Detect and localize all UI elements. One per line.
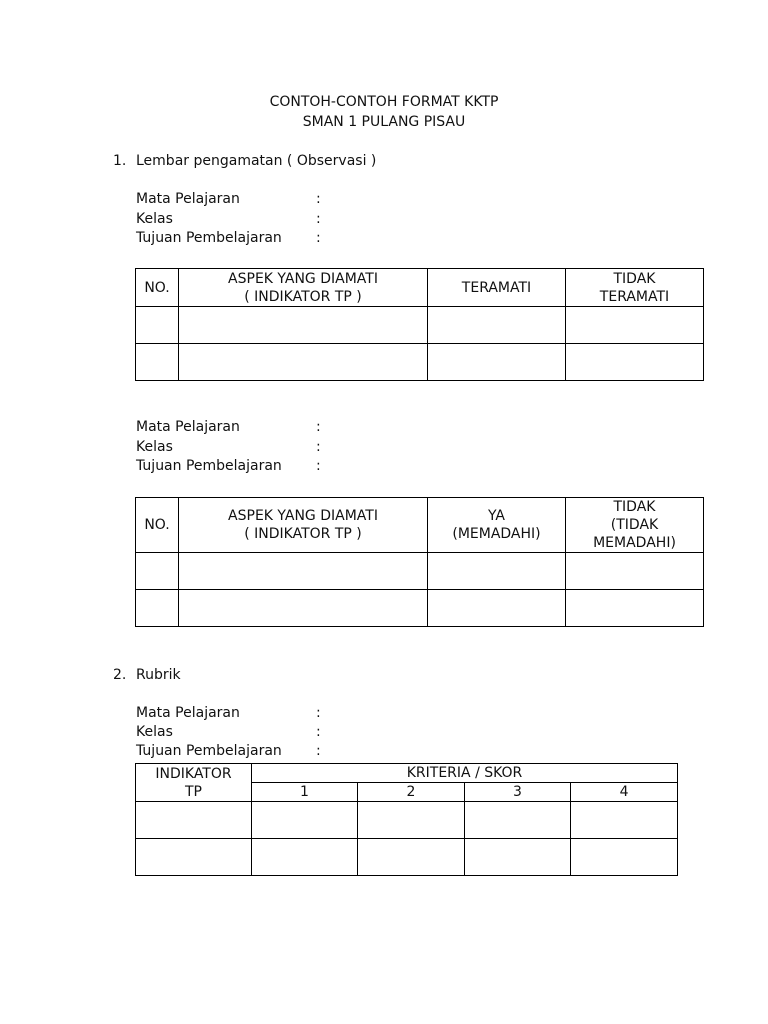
field-colon: :	[316, 210, 321, 227]
table-row	[136, 802, 678, 839]
table-row	[136, 553, 704, 590]
table-cell[interactable]	[252, 802, 358, 839]
table-cell[interactable]	[179, 590, 428, 627]
table-cell[interactable]	[136, 553, 179, 590]
field-colon: :	[316, 230, 321, 246]
table-cell[interactable]	[136, 344, 179, 381]
section-2-heading: Rubrik	[136, 667, 181, 683]
field-label-mata-pelajaran: Mata Pelajaran	[136, 419, 240, 435]
header-indikator-tp: INDIKATOR TP	[136, 764, 252, 802]
field-colon: :	[316, 419, 321, 435]
table-cell[interactable]	[179, 553, 428, 590]
header-kriteria-skor: KRITERIA / SKOR	[252, 764, 678, 783]
observation-table-1	[135, 268, 704, 381]
table-row	[136, 344, 704, 381]
field-colon: :	[316, 191, 321, 207]
table-cell[interactable]	[136, 307, 179, 344]
table-cell[interactable]	[566, 307, 704, 344]
field-colon: :	[316, 458, 321, 474]
table-cell[interactable]	[428, 344, 566, 381]
table-cell[interactable]	[428, 553, 566, 590]
header-tidak-teramati: TIDAK TERAMATI	[566, 269, 704, 307]
table-cell[interactable]	[465, 802, 571, 839]
field-colon: :	[316, 438, 321, 455]
field-colon: :	[316, 724, 321, 740]
table-cell[interactable]	[179, 344, 428, 381]
header-no: NO.	[136, 269, 179, 307]
field-label-tujuan-pembelajaran: Tujuan Pembelajaran	[136, 230, 282, 246]
header-no: NO.	[136, 498, 179, 553]
table-cell[interactable]	[465, 839, 571, 876]
table-header-row	[136, 764, 678, 783]
table-cell[interactable]	[428, 307, 566, 344]
table-cell[interactable]	[358, 839, 465, 876]
field-label-tujuan-pembelajaran: Tujuan Pembelajaran	[136, 458, 282, 474]
header-aspek: ASPEK YANG DIAMATI ( INDIKATOR TP )	[179, 498, 428, 553]
table-cell[interactable]	[179, 307, 428, 344]
field-label-mata-pelajaran: Mata Pelajaran	[136, 191, 240, 207]
table-row	[136, 307, 704, 344]
field-label-kelas: Kelas	[136, 724, 173, 740]
header-aspek: ASPEK YANG DIAMATI ( INDIKATOR TP )	[179, 269, 428, 307]
header-score-1: 1	[252, 783, 358, 802]
table-cell[interactable]	[136, 590, 179, 627]
observation-table-2	[135, 497, 704, 627]
table-cell[interactable]	[566, 344, 704, 381]
section-1-number: 1.	[113, 153, 127, 169]
table-cell[interactable]	[252, 839, 358, 876]
table-cell[interactable]	[571, 802, 678, 839]
document-title: CONTOH-CONTOH FORMAT KKTP	[269, 94, 499, 110]
table-cell[interactable]	[566, 590, 704, 627]
field-colon: :	[316, 705, 321, 721]
table-row	[136, 590, 704, 627]
field-label-kelas: Kelas	[136, 210, 173, 227]
table-cell[interactable]	[136, 839, 252, 876]
rubric-table	[135, 763, 678, 876]
field-label-mata-pelajaran: Mata Pelajaran	[136, 705, 240, 721]
header-tidak-memadahi: TIDAK (TIDAK MEMADAHI)	[566, 498, 704, 553]
header-score-3: 3	[465, 783, 571, 802]
header-score-4: 4	[571, 783, 678, 802]
header-teramati: TERAMATI	[428, 269, 566, 307]
table-cell[interactable]	[358, 802, 465, 839]
table-header-row	[136, 269, 704, 307]
section-1-heading: Lembar pengamatan ( Observasi )	[136, 153, 377, 169]
table-cell[interactable]	[428, 590, 566, 627]
field-label-tujuan-pembelajaran: Tujuan Pembelajaran	[136, 743, 282, 759]
field-colon: :	[316, 743, 321, 759]
document-subtitle: SMAN 1 PULANG PISAU	[302, 114, 466, 130]
table-row	[136, 839, 678, 876]
header-ya-memadahi: YA (MEMADAHI)	[428, 498, 566, 553]
table-cell[interactable]	[571, 839, 678, 876]
table-cell[interactable]	[136, 802, 252, 839]
section-2-number: 2.	[113, 667, 127, 683]
table-cell[interactable]	[566, 553, 704, 590]
header-score-2: 2	[358, 783, 465, 802]
table-header-row	[136, 498, 704, 553]
field-label-kelas: Kelas	[136, 438, 173, 455]
